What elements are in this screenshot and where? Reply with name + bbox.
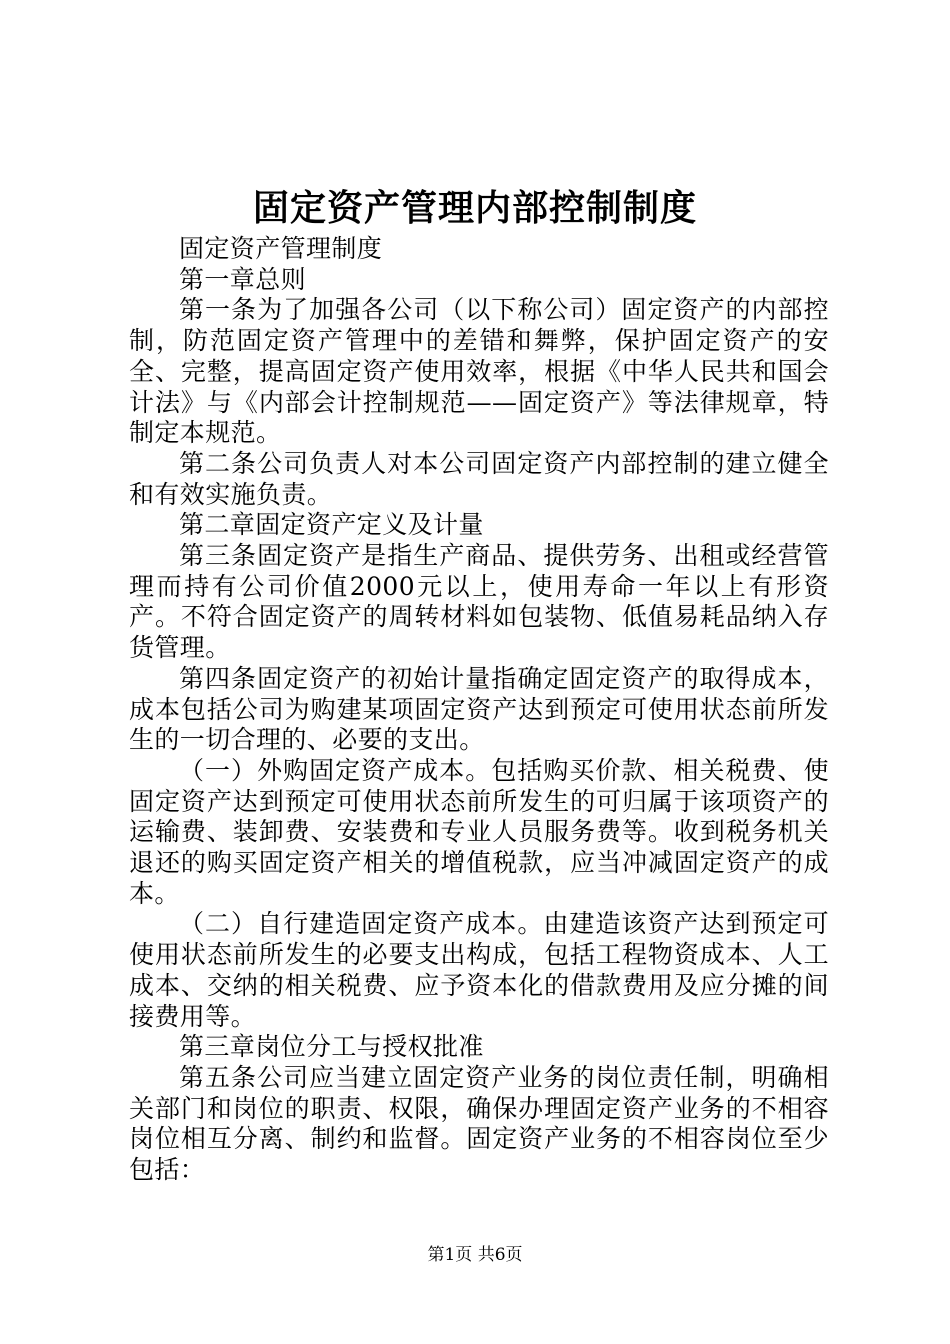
paragraph-chapter-2: 第二章固定资产定义及计量 <box>179 510 484 540</box>
document-body <box>129 234 829 1186</box>
paragraph-article-4: 第四条固定资产的初始计量指确定固定资产的取得成本，成本包括公司为购建某项固定资产达到预定可使用状态前所发生的一切合理的、必要的支出。 <box>129 663 829 755</box>
paragraph-article-3: 第三条固定资产是指生产商品、提供劳务、出租或经营管理而持有公司价值2000元以上，使用寿命一年以上有形资产。不符合固定资产的周转材料如包装物、低值易耗品纳入存货管理。 <box>129 541 829 663</box>
document-title: 固定资产管理内部控制制度 <box>252 187 697 229</box>
page-footer: 第1页 共6页 <box>427 1245 523 1265</box>
paragraph-article-5: 第五条公司应当建立固定资产业务的岗位责任制，明确相关部门和岗位的职责、权限，确保办理固定资产业务的不相容岗位相互分离、制约和监督。固定资产业务的不相容岗位至少包括： <box>129 1062 829 1185</box>
paragraph-chapter-1: 第一章总则 <box>179 264 307 294</box>
paragraph-item-1: （一）外购固定资产成本。包括购买价款、相关税费、使固定资产达到预定可使用状态前所发生的可归属于该项资产的运输费、装卸费、安装费和专业人员服务费等。收到税务机关退还的购买固定资产相关的增值税款，应当冲减固定资产的成本。 <box>129 755 829 908</box>
paragraph-article-2: 第二条公司负责人对本公司固定资产内部控制的建立健全和有效实施负责。 <box>129 448 829 509</box>
paragraph-item-2: （二）自行建造固定资产成本。由建造该资产达到预定可使用状态前所发生的必要支出构成，包括工程物资成本、人工成本、交纳的相关税费、应予资本化的借款费用及应分摊的间接费用等。 <box>129 909 829 1031</box>
paragraph-section-heading: 固定资产管理制度 <box>179 234 383 263</box>
paragraph-chapter-3: 第三章岗位分工与授权批准 <box>179 1032 484 1062</box>
paragraph-article-1: 第一条为了加强各公司（以下称公司）固定资产的内部控制，防范固定资产管理中的差错和舞弊，保护固定资产的安全、完整，提高固定资产使用效率，根据《中华人民共和国会计法》与《内部会计控制规范——固定资产》等法律规章，特制定本规范。 <box>129 295 829 448</box>
